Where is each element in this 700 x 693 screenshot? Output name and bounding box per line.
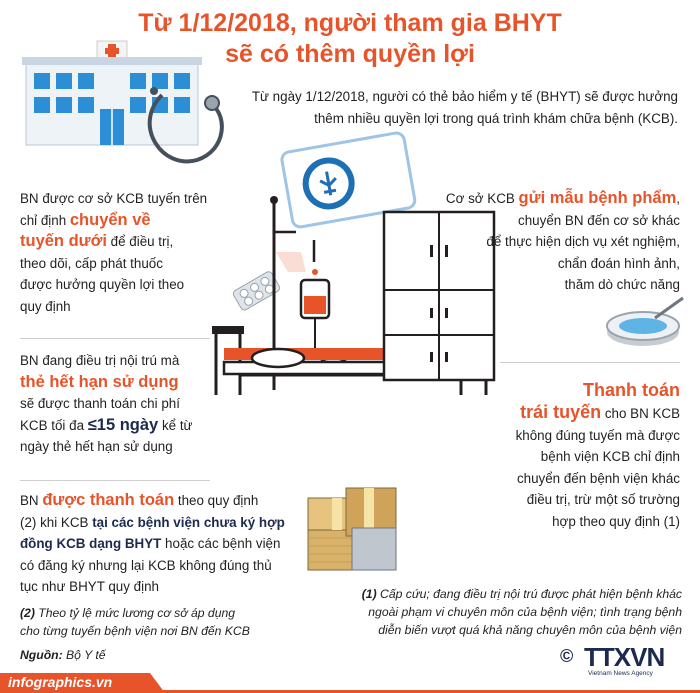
right2-line-6: điều trị, trừ một số trường (526, 492, 680, 507)
hospital-icon (12, 35, 227, 185)
left2-line-4a: KCB tối đa (20, 417, 88, 433)
left3-line-2a: (2) khi KCB (20, 514, 93, 530)
footnote-1-marker: (1) (361, 587, 377, 601)
right1-line-2: chuyển BN đến cơ sở khác (518, 212, 680, 228)
left3-line-5: tục như BHYT quy định (20, 579, 159, 594)
left-block-referral (20, 188, 220, 317)
right-block-samples (390, 188, 680, 296)
left-block-payment (20, 490, 310, 598)
site-name[interactable]: infographics.vn (8, 674, 113, 690)
petri-dish-icon (603, 290, 693, 352)
left3-line-4: có đăng ký nhưng lại KCB không đúng thủ (20, 557, 272, 573)
left3-line-1c: theo quy định (174, 493, 259, 508)
title-line-1: Từ 1/12/2018, người tham gia BHYT (138, 9, 562, 37)
left1-line-2a: chỉ định (20, 212, 70, 228)
left3-bold-a: tại các bệnh viện chưa ký hợp (92, 514, 285, 530)
left2-line-5: ngày thẻ hết hạn sử dụng (20, 439, 173, 454)
footnote-2-marker: (2) (20, 606, 35, 620)
footnote-2-line-2: cho từng tuyến bệnh viện nơi BN đến KCB (20, 624, 250, 638)
source-value: Bộ Y tế (62, 648, 106, 662)
right1-line-4: chẩn đoán hình ảnh, (557, 255, 680, 271)
right1-highlight: gửi mẫu bệnh phẩm (518, 189, 677, 207)
intro-text (218, 86, 678, 129)
money-stack-icon (302, 470, 402, 575)
source-line (20, 646, 106, 664)
footnote-1-line-2: ngoài phạm vi chuyên môn của bệnh viện; tình trạng bệnh (368, 605, 682, 619)
left1-highlight-b: tuyến dưới (20, 232, 107, 250)
left2-line-3: sẽ được thanh toán chi phí (20, 396, 180, 411)
left3-bold-b: đồng KCB dạng BHYT (20, 536, 162, 551)
footnote-1-line-3: diễn biến vượt quá khả năng chuyên môn của bệnh viện (378, 623, 682, 637)
footer-bar (0, 673, 700, 693)
left3-line-1a: BN (20, 493, 43, 508)
footnote-1-line-1: Cấp cứu; đang điều trị nội trú được phát hiện bệnh khác (376, 587, 682, 601)
left3-line-3b: hoặc các bệnh viện (161, 536, 281, 551)
right1-line-3: để thực hiện dịch vụ xét nghiệm, (486, 234, 680, 249)
source-label: Nguồn: (20, 648, 63, 662)
left-block-expired-card (20, 350, 220, 458)
divider (20, 338, 210, 339)
right2-line-2b: cho BN KCB (601, 406, 680, 421)
right2-highlight-b: trái tuyến (520, 402, 602, 422)
intro-line-1: Từ ngày 1/12/2018, người có thẻ bảo hiểm y tế (BHYT) sẽ được hưởng (251, 89, 678, 104)
right1-line-5: thăm dò chức năng (564, 277, 680, 292)
copyright-icon: © (560, 646, 574, 666)
left3-highlight: được thanh toán (42, 491, 175, 509)
right2-highlight-a: Thanh toán (583, 380, 680, 400)
left2-highlight: thẻ hết hạn sử dụng (20, 372, 179, 391)
right-block-off-route (420, 378, 680, 532)
left2-line-1: BN đang điều trị nội trú mà (20, 353, 180, 368)
right2-line-7: hợp theo quy định (1) (552, 513, 680, 529)
intro-line-2: thêm nhiều quyền lợi trong quá trình khám chữa bệnh (KCB). (314, 110, 678, 126)
title-line-2: sẽ có thêm quyền lợi (225, 40, 475, 68)
left1-line-5: được hưởng quyền lợi theo (20, 277, 185, 292)
left1-line-6: quy định (20, 298, 71, 314)
right2-line-3: không đúng tuyến mà được (515, 427, 680, 443)
right1-line-1c: , (676, 191, 680, 206)
right2-line-4: bệnh viện KCB chỉ định (540, 449, 680, 464)
right1-line-1a: Cơ sở KCB (445, 191, 519, 206)
agency-logo-text: TTXVN (584, 642, 665, 672)
footnote-1 (322, 585, 682, 639)
footnote-2 (20, 604, 280, 640)
agency-logo-subtitle: Vietnam News Agency (588, 670, 653, 677)
left1-highlight-a: chuyển về (69, 210, 151, 229)
left1-line-3b: để điều trị, (106, 234, 174, 249)
divider (500, 362, 680, 363)
left2-days: ≤15 ngày (87, 415, 159, 434)
footnote-2-line-1: Theo tỷ lệ mức lương cơ sở áp dụng (34, 606, 236, 620)
left1-line-1: BN được cơ sở KCB tuyến trên (20, 191, 208, 206)
left2-line-4c: kể từ (158, 417, 193, 433)
left1-line-4: theo dõi, cấp phát thuốc (20, 255, 163, 271)
divider (20, 480, 210, 481)
right2-line-5: chuyển đến bệnh viện khác (516, 470, 680, 486)
